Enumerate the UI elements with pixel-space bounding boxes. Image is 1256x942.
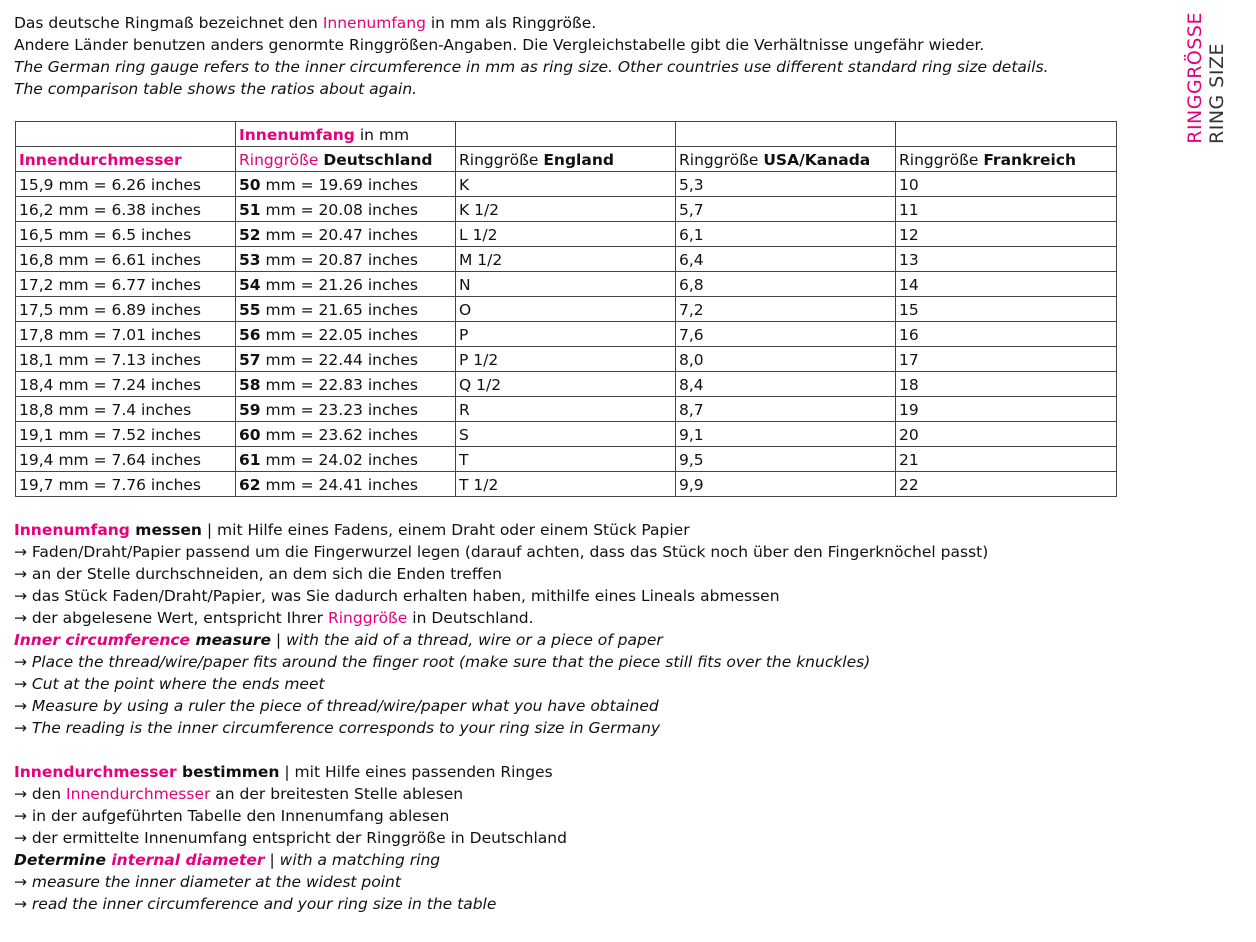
cell-diameter: 19,4 mm = 7.64 inches	[16, 447, 236, 472]
header-top-circumference: Innenumfang in mm	[236, 122, 456, 147]
header-top-cell-empty	[16, 122, 236, 147]
table-row	[16, 472, 1117, 497]
cell-size-germany: 62 mm = 24.41 inches	[236, 472, 456, 497]
cell-size-germany: 50 mm = 19.69 inches	[236, 172, 456, 197]
determine-step-de: → den Innendurchmesser an der breitesten Stelle ablesen	[14, 785, 464, 803]
ring-size-table	[15, 121, 1117, 497]
cell-size-germany: 58 mm = 22.83 inches	[236, 372, 456, 397]
instructions	[14, 519, 1164, 915]
cell-size-usa: 8,7	[676, 397, 896, 422]
cell-size-germany: 60 mm = 23.62 inches	[236, 422, 456, 447]
cell-size-england: K	[456, 172, 676, 197]
cell-size-germany: 51 mm = 20.08 inches	[236, 197, 456, 222]
cell-size-usa: 8,4	[676, 372, 896, 397]
cell-diameter: 15,9 mm = 6.26 inches	[16, 172, 236, 197]
side-title-german: RINGGRÖSSE	[1184, 12, 1206, 144]
section-spacer	[14, 739, 1164, 761]
cell-size-usa: 6,8	[676, 272, 896, 297]
cell-size-england: P	[456, 322, 676, 347]
cell-size-england: O	[456, 297, 676, 322]
table-row	[16, 197, 1117, 222]
measure-heading-en: Inner circumference measure | with the aid of a thread, wire or a piece of paper	[14, 631, 663, 649]
cell-size-france: 13	[896, 247, 1117, 272]
table-row	[16, 172, 1117, 197]
cell-size-england: Q 1/2	[456, 372, 676, 397]
cell-diameter: 17,5 mm = 6.89 inches	[16, 297, 236, 322]
header-size-usa-canada: Ringgröße USA/Kanada	[676, 147, 896, 172]
cell-size-france: 10	[896, 172, 1117, 197]
measure-step-en: → The reading is the inner circumference corresponds to your ring size in Germany	[14, 719, 661, 737]
cell-size-usa: 5,7	[676, 197, 896, 222]
table-row	[16, 322, 1117, 347]
cell-diameter: 16,2 mm = 6.38 inches	[16, 197, 236, 222]
cell-size-france: 11	[896, 197, 1117, 222]
cell-size-england: T	[456, 447, 676, 472]
cell-size-france: 12	[896, 222, 1117, 247]
table-row	[16, 272, 1117, 297]
cell-size-france: 17	[896, 347, 1117, 372]
cell-size-england: S	[456, 422, 676, 447]
table-row	[16, 422, 1117, 447]
cell-size-france: 18	[896, 372, 1117, 397]
cell-size-france: 15	[896, 297, 1117, 322]
header-size-france: Ringgröße Frankreich	[896, 147, 1117, 172]
cell-size-usa: 6,1	[676, 222, 896, 247]
header-top-cell-empty	[456, 122, 676, 147]
cell-size-usa: 9,5	[676, 447, 896, 472]
table-row	[16, 447, 1117, 472]
determine-step-en: → read the inner circumference and your ring size in the table	[14, 895, 497, 913]
cell-size-usa: 6,4	[676, 247, 896, 272]
cell-size-england: L 1/2	[456, 222, 676, 247]
cell-diameter: 19,1 mm = 7.52 inches	[16, 422, 236, 447]
cell-size-usa: 7,2	[676, 297, 896, 322]
table-header-row	[16, 147, 1117, 172]
determine-heading-en: Determine internal diameter | with a matching ring	[14, 851, 441, 869]
cell-size-france: 20	[896, 422, 1117, 447]
measure-step-en: → Place the thread/wire/paper fits around the finger root (make sure that the piece still fits over the knuckles)	[14, 653, 871, 671]
cell-size-germany: 61 mm = 24.02 inches	[236, 447, 456, 472]
cell-size-france: 14	[896, 272, 1117, 297]
intro-line-2: Andere Länder benutzen anders genormte Ringgrößen-Angaben. Die Vergleichstabelle gibt die Verhältnisse ungefähr wieder.	[14, 36, 985, 54]
determine-step-en: → measure the inner diameter at the widest point	[14, 873, 401, 891]
header-inner-diameter: Innendurchmesser	[16, 147, 236, 172]
side-title-english: RING SIZE	[1206, 43, 1228, 144]
measure-step-en: → Measure by using a ruler the piece of thread/wire/paper what you have obtained	[14, 697, 659, 715]
cell-size-germany: 52 mm = 20.47 inches	[236, 222, 456, 247]
measure-step-de: → an der Stelle durchschneiden, an dem sich die Enden treffen	[14, 565, 502, 583]
cell-diameter: 16,8 mm = 6.61 inches	[16, 247, 236, 272]
cell-size-england: R	[456, 397, 676, 422]
table-row	[16, 222, 1117, 247]
cell-diameter: 17,8 mm = 7.01 inches	[16, 322, 236, 347]
cell-size-england: P 1/2	[456, 347, 676, 372]
cell-size-england: K 1/2	[456, 197, 676, 222]
cell-size-france: 21	[896, 447, 1117, 472]
intro-line-1: Das deutsche Ringmaß bezeichnet den Innenumfang in mm als Ringgröße.	[14, 14, 597, 32]
table-row	[16, 397, 1117, 422]
intro-highlight: Innenumfang	[322, 14, 426, 32]
table-row	[16, 247, 1117, 272]
measure-step-de: → Faden/Draht/Papier passend um die Fingerwurzel legen (darauf achten, dass das Stück noch über den Fingerknöchel passt)	[14, 543, 989, 561]
measure-step-de: → der abgelesene Wert, entspricht Ihrer Ringgröße in Deutschland.	[14, 609, 534, 627]
header-size-england: Ringgröße England	[456, 147, 676, 172]
header-top-cell-empty	[676, 122, 896, 147]
cell-size-england: T 1/2	[456, 472, 676, 497]
table-body	[16, 172, 1117, 497]
cell-diameter: 18,1 mm = 7.13 inches	[16, 347, 236, 372]
cell-size-france: 22	[896, 472, 1117, 497]
cell-size-germany: 54 mm = 21.26 inches	[236, 272, 456, 297]
cell-size-usa: 8,0	[676, 347, 896, 372]
side-title	[1184, 14, 1228, 144]
cell-size-germany: 53 mm = 20.87 inches	[236, 247, 456, 272]
cell-size-france: 19	[896, 397, 1117, 422]
cell-size-germany: 56 mm = 22.05 inches	[236, 322, 456, 347]
cell-size-germany: 59 mm = 23.23 inches	[236, 397, 456, 422]
cell-size-usa: 9,9	[676, 472, 896, 497]
table-header-top-row	[16, 122, 1117, 147]
table-row	[16, 347, 1117, 372]
cell-size-england: N	[456, 272, 676, 297]
cell-size-france: 16	[896, 322, 1117, 347]
measure-step-en: → Cut at the point where the ends meet	[14, 675, 325, 693]
cell-diameter: 18,4 mm = 7.24 inches	[16, 372, 236, 397]
determine-step-de: → in der aufgeführten Tabelle den Innenumfang ablesen	[14, 807, 450, 825]
header-top-cell-empty	[896, 122, 1117, 147]
determine-step-de: → der ermittelte Innenumfang entspricht der Ringgröße in Deutschland	[14, 829, 567, 847]
cell-diameter: 19,7 mm = 7.76 inches	[16, 472, 236, 497]
cell-size-usa: 7,6	[676, 322, 896, 347]
cell-diameter: 17,2 mm = 6.77 inches	[16, 272, 236, 297]
measure-heading-de: Innenumfang messen | mit Hilfe eines Fadens, einem Draht oder einem Stück Papier	[14, 521, 690, 539]
cell-size-germany: 57 mm = 22.44 inches	[236, 347, 456, 372]
table-row	[16, 297, 1117, 322]
cell-size-usa: 9,1	[676, 422, 896, 447]
measure-step-de: → das Stück Faden/Draht/Papier, was Sie dadurch erhalten haben, mithilfe eines Lineals abmessen	[14, 587, 780, 605]
cell-size-england: M 1/2	[456, 247, 676, 272]
intro-text	[14, 12, 1144, 100]
cell-diameter: 18,8 mm = 7.4 inches	[16, 397, 236, 422]
header-size-germany: Ringgröße Deutschland	[236, 147, 456, 172]
intro-line-4: The comparison table shows the ratios about again.	[14, 80, 418, 98]
cell-size-germany: 55 mm = 21.65 inches	[236, 297, 456, 322]
table-row	[16, 372, 1117, 397]
determine-heading-de: Innendurchmesser bestimmen | mit Hilfe eines passenden Ringes	[14, 763, 553, 781]
intro-line-3: The German ring gauge refers to the inner circumference in mm as ring size. Other countries use different standard ring size details.	[14, 58, 1049, 76]
cell-diameter: 16,5 mm = 6.5 inches	[16, 222, 236, 247]
cell-size-usa: 5,3	[676, 172, 896, 197]
